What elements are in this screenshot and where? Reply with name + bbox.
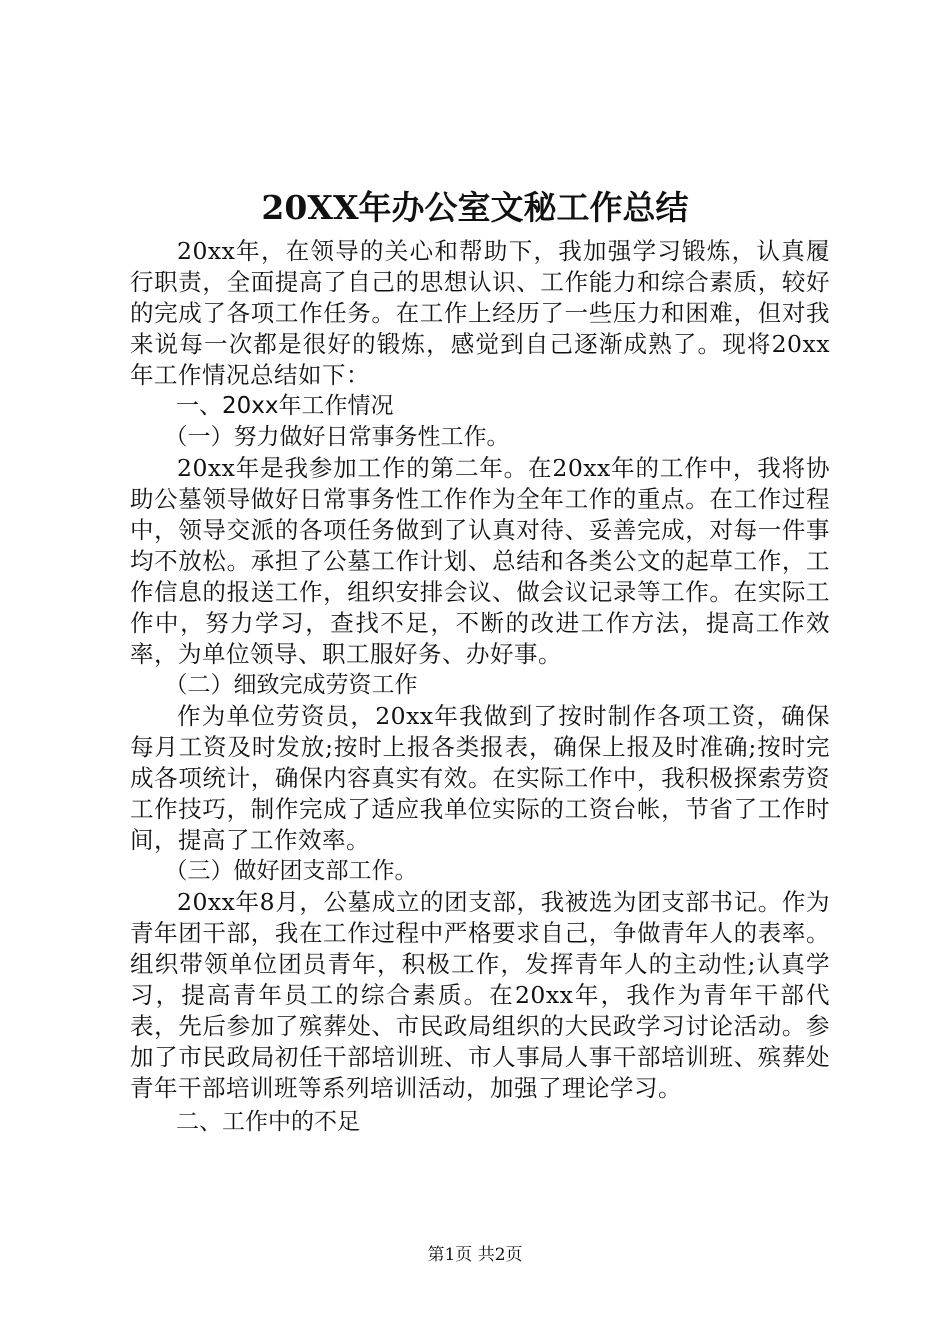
section-heading-1: 一、20xx年工作情况 <box>176 393 394 419</box>
subsection-heading-2: （二）细致完成劳资工作 <box>164 672 418 698</box>
subsection-heading-1: （一）努力做好日常事务性工作。 <box>164 424 510 450</box>
section-heading-2: 二、工作中的不足 <box>176 1109 360 1135</box>
subsection-paragraph-3: 20xx年8月，公墓成立的团支部，我被选为团支部书记。作为青年团干部，我在工作过程中严格要求自己，争做青年人的表率。组织带领单位团员青年，积极工作，发挥青年人的主动性;认真学习，提高青年员工的综合素质。在20xx年，我作为青年干部代表，先后参加了殡葬处、市民政局组织的大民政学习讨论活动。参加了市民政局初任干部培训班、市人事局人事干部培训班、殡葬处青年干部培训班等系列培训活动，加强了理论学习。 <box>130 888 830 1102</box>
document-body <box>130 236 830 1138</box>
subsection-heading-3: （三）做好团支部工作。 <box>164 858 418 884</box>
page-title: 20XX年办公室文秘工作总结 <box>261 188 689 227</box>
subsection-paragraph-1: 20xx年是我参加工作的第二年。在20xx年的工作中，我将协助公墓领导做好日常事务性工作作为全年工作的重点。在工作过程中，领导交派的各项任务做到了认真对待、妥善完成，对每一件事均不放松。承担了公墓工作计划、总结和各类公文的起草工作，工作信息的报送工作，组织安排会议、做会议记录等工作。在实际工作中，努力学习，查找不足，不断的改进工作方法，提高工作效率，为单位领导、职工服好务、办好事。 <box>130 454 830 668</box>
intro-paragraph: 20xx年，在领导的关心和帮助下，我加强学习锻炼，认真履行职责，全面提高了自己的思想认识、工作能力和综合素质，较好的完成了各项工作任务。在工作上经历了一些压力和困难，但对我来说每一次都是很好的锻炼，感觉到自己逐渐成熟了。现将20xx年工作情况总结如下： <box>130 237 830 389</box>
page-footer: 第1页 共2页 <box>427 1245 523 1265</box>
subsection-paragraph-2: 作为单位劳资员，20xx年我做到了按时制作各项工资，确保每月工资及时发放;按时上报各类报表，确保上报及时准确;按时完成各项统计，确保内容真实有效。在实际工作中，我积极探索劳资工作技巧，制作完成了适应我单位实际的工资台帐，节省了工作时间，提高了工作效率。 <box>130 702 830 854</box>
